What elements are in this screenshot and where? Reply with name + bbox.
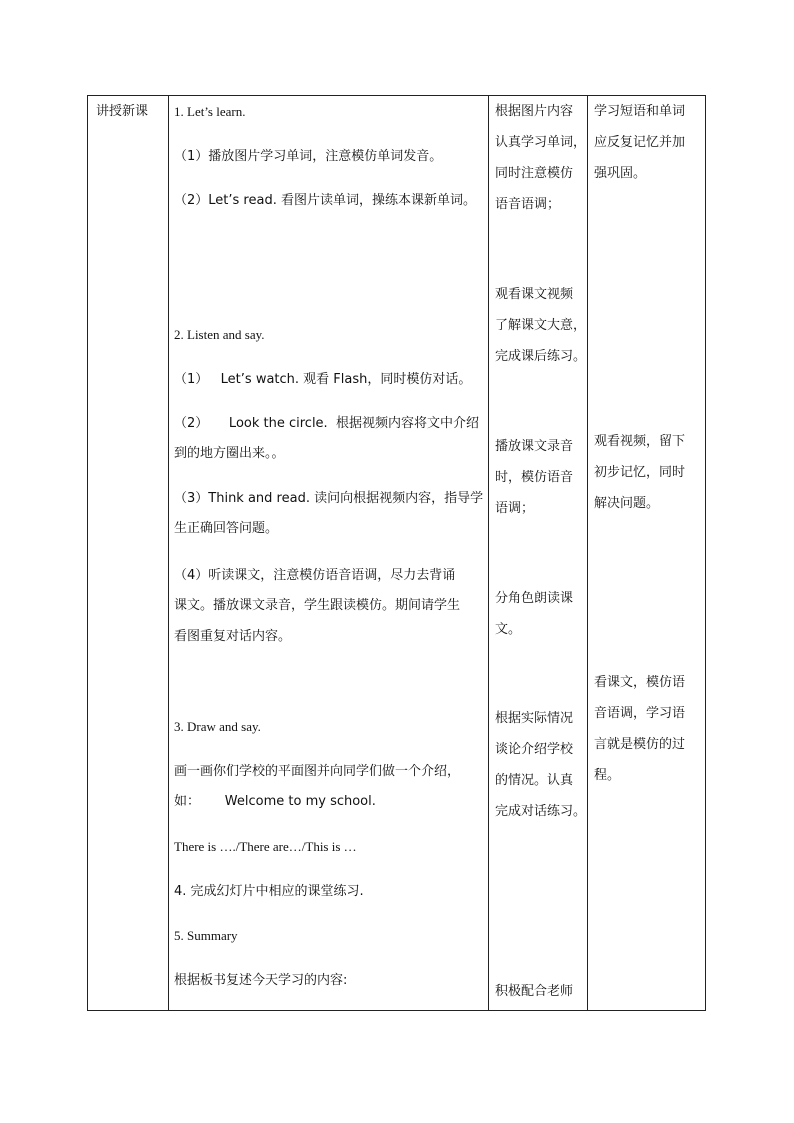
column-divider: [488, 96, 489, 1010]
teacher-activity-line: 3. Draw and say.: [174, 719, 261, 734]
teacher-activity-line: 5. Summary: [174, 928, 238, 943]
teacher-activity-line: 1. Let’s learn.: [174, 104, 246, 119]
teacher-activity-line: There is …./There are…/This is …: [174, 839, 357, 854]
teacher-activity-line: 画一画你们学校的平面图并向同学们做一个介绍，: [174, 764, 461, 779]
teacher-activity-line: 看图重复对话内容。: [174, 629, 292, 644]
design-intent-line: 应反复记忆并加: [594, 135, 686, 150]
column-divider: [168, 96, 169, 1010]
student-activity-line: 语调；: [495, 501, 535, 516]
student-activity-line: 时，模仿语音: [495, 470, 574, 485]
teacher-activity-line: 生正确回答问题。: [174, 521, 279, 536]
student-activity-line: 的情况。认真: [495, 773, 574, 788]
student-activity-line: 分角色朗读课: [495, 591, 574, 606]
design-intent-line: 解决问题。: [594, 496, 660, 511]
teacher-activity-line: （3）Think and read. 读问向根据视频内容，指导学: [174, 491, 484, 506]
teacher-activity-line: （1） Let’s watch. 观看 Flash，同时模仿对话。: [174, 372, 472, 387]
student-activity-line: 根据图片内容: [495, 104, 574, 119]
teacher-activity-line: 到的地方圈出来。。: [174, 446, 285, 461]
teacher-activity-line: 4. 完成幻灯片中相应的课堂练习.: [174, 884, 364, 899]
lesson-plan-table: [87, 95, 706, 1011]
student-activity-line: 认真学习单词，: [495, 135, 587, 150]
design-intent-line: 学习短语和单词: [594, 104, 686, 119]
student-activity-line: 了解课文大意，: [495, 318, 587, 333]
student-activity-line: 完成课后练习。: [495, 349, 587, 364]
teacher-activity-line: （2） Look the circle. 根据视频内容将文中介绍: [174, 416, 479, 431]
row-label: 讲授新课: [96, 104, 149, 119]
column-divider: [587, 96, 588, 1010]
teacher-activity-line: 根据板书复述今天学习的内容:: [174, 973, 348, 988]
design-intent-line: 初步记忆，同时: [594, 465, 686, 480]
design-intent-line: 言就是模仿的过: [594, 737, 686, 752]
student-activity-line: 同时注意模仿: [495, 166, 574, 181]
teacher-activity-line: 课文。播放课文录音，学生跟读模仿。期间请学生: [174, 598, 461, 613]
student-activity-line: 谈论介绍学校: [495, 742, 574, 757]
student-activity-line: 根据实际情况: [495, 711, 574, 726]
student-activity-line: 完成对话练习。: [495, 804, 587, 819]
design-intent-line: 观看视频，留下: [594, 434, 686, 449]
design-intent-line: 强巩固。: [594, 166, 647, 181]
teacher-activity-line: 2. Listen and say.: [174, 327, 265, 342]
design-intent-line: 看课文，模仿语: [594, 675, 686, 690]
student-activity-line: 积极配合老师: [495, 984, 574, 999]
student-activity-line: 播放课文录音: [495, 439, 574, 454]
design-intent-line: 程。: [594, 768, 621, 783]
design-intent-line: 音语调，学习语: [594, 706, 686, 721]
teacher-activity-line: （1）播放图片学习单词，注意模仿单词发音。: [174, 149, 443, 164]
student-activity-line: 观看课文视频: [495, 287, 574, 302]
teacher-activity-line: （4）听读课文，注意模仿语音语调，尽力去背诵: [174, 568, 456, 583]
student-activity-line: 文。: [495, 622, 522, 637]
student-activity-line: 语音语调；: [495, 197, 561, 212]
teacher-activity-line: 如： Welcome to my school.: [174, 794, 376, 809]
teacher-activity-line: （2）Let’s read. 看图片读单词，操练本课新单词。: [174, 193, 476, 208]
